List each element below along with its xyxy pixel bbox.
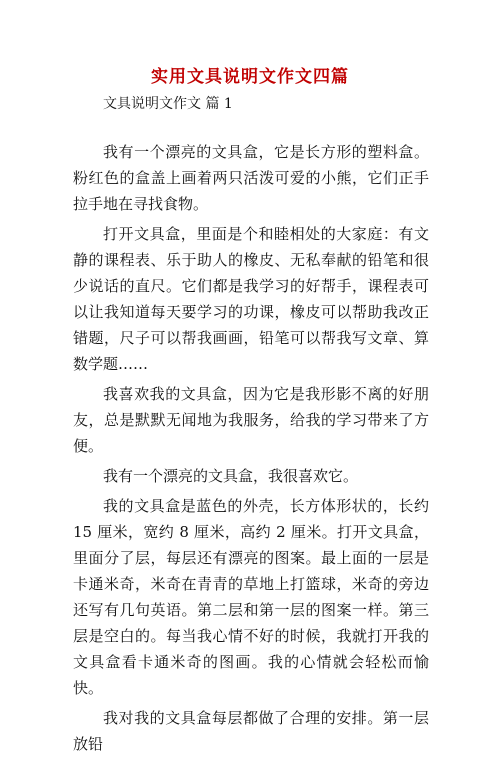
paragraph: 我有一个漂亮的文具盒，它是长方形的塑料盒。粉红色的盒盖上画着两只活泼可爱的小熊，它们正手拉手地在寻找食物。 (73, 143, 429, 213)
paragraph: 打开文具盒，里面是个和睦相处的大家庭：有文静的课程表、乐于助人的橡皮、无私奉献的铅笔和很少说话的直尺。它们都是我学习的好帮手，课程表可以让我知道每天要学习的功课，橡皮可以帮助我改正错题，尺子可以帮我画画，铅笔可以帮我写文章、算数学题…… (73, 225, 429, 373)
document-title: 实用文具说明文作文四篇 (151, 67, 349, 87)
section-heading: 文具说明文作文 篇 1 (103, 96, 233, 112)
paragraph: 我有一个漂亮的文具盒，我很喜欢它。 (103, 467, 359, 485)
paragraph: 我的文具盒是蓝色的外壳，长方体形状的，长约 15 厘米，宽约 8 厘米，高约 2 厘米。打开文具盒，里面分了层，每层还有漂亮的图案。最上面的一层是卡通米奇，米奇在青青的草地上打篮球，米奇的旁边还写有几句英语。第二层和第一层的图案一样。第三层是空白的。每当我心情不好的时候，我就打开我的文具盒看卡通米奇的图画。我的心情就会轻松而愉快。 (73, 497, 429, 697)
paragraph: 我喜欢我的文具盒，因为它是我形影不离的好朋友，总是默默无闻地为我服务，给我的学习带来了方便。 (73, 385, 429, 455)
article-body (73, 139, 429, 761)
paragraph: 我对我的文具盒每层都做了合理的安排。第一层放铅 (73, 709, 429, 753)
